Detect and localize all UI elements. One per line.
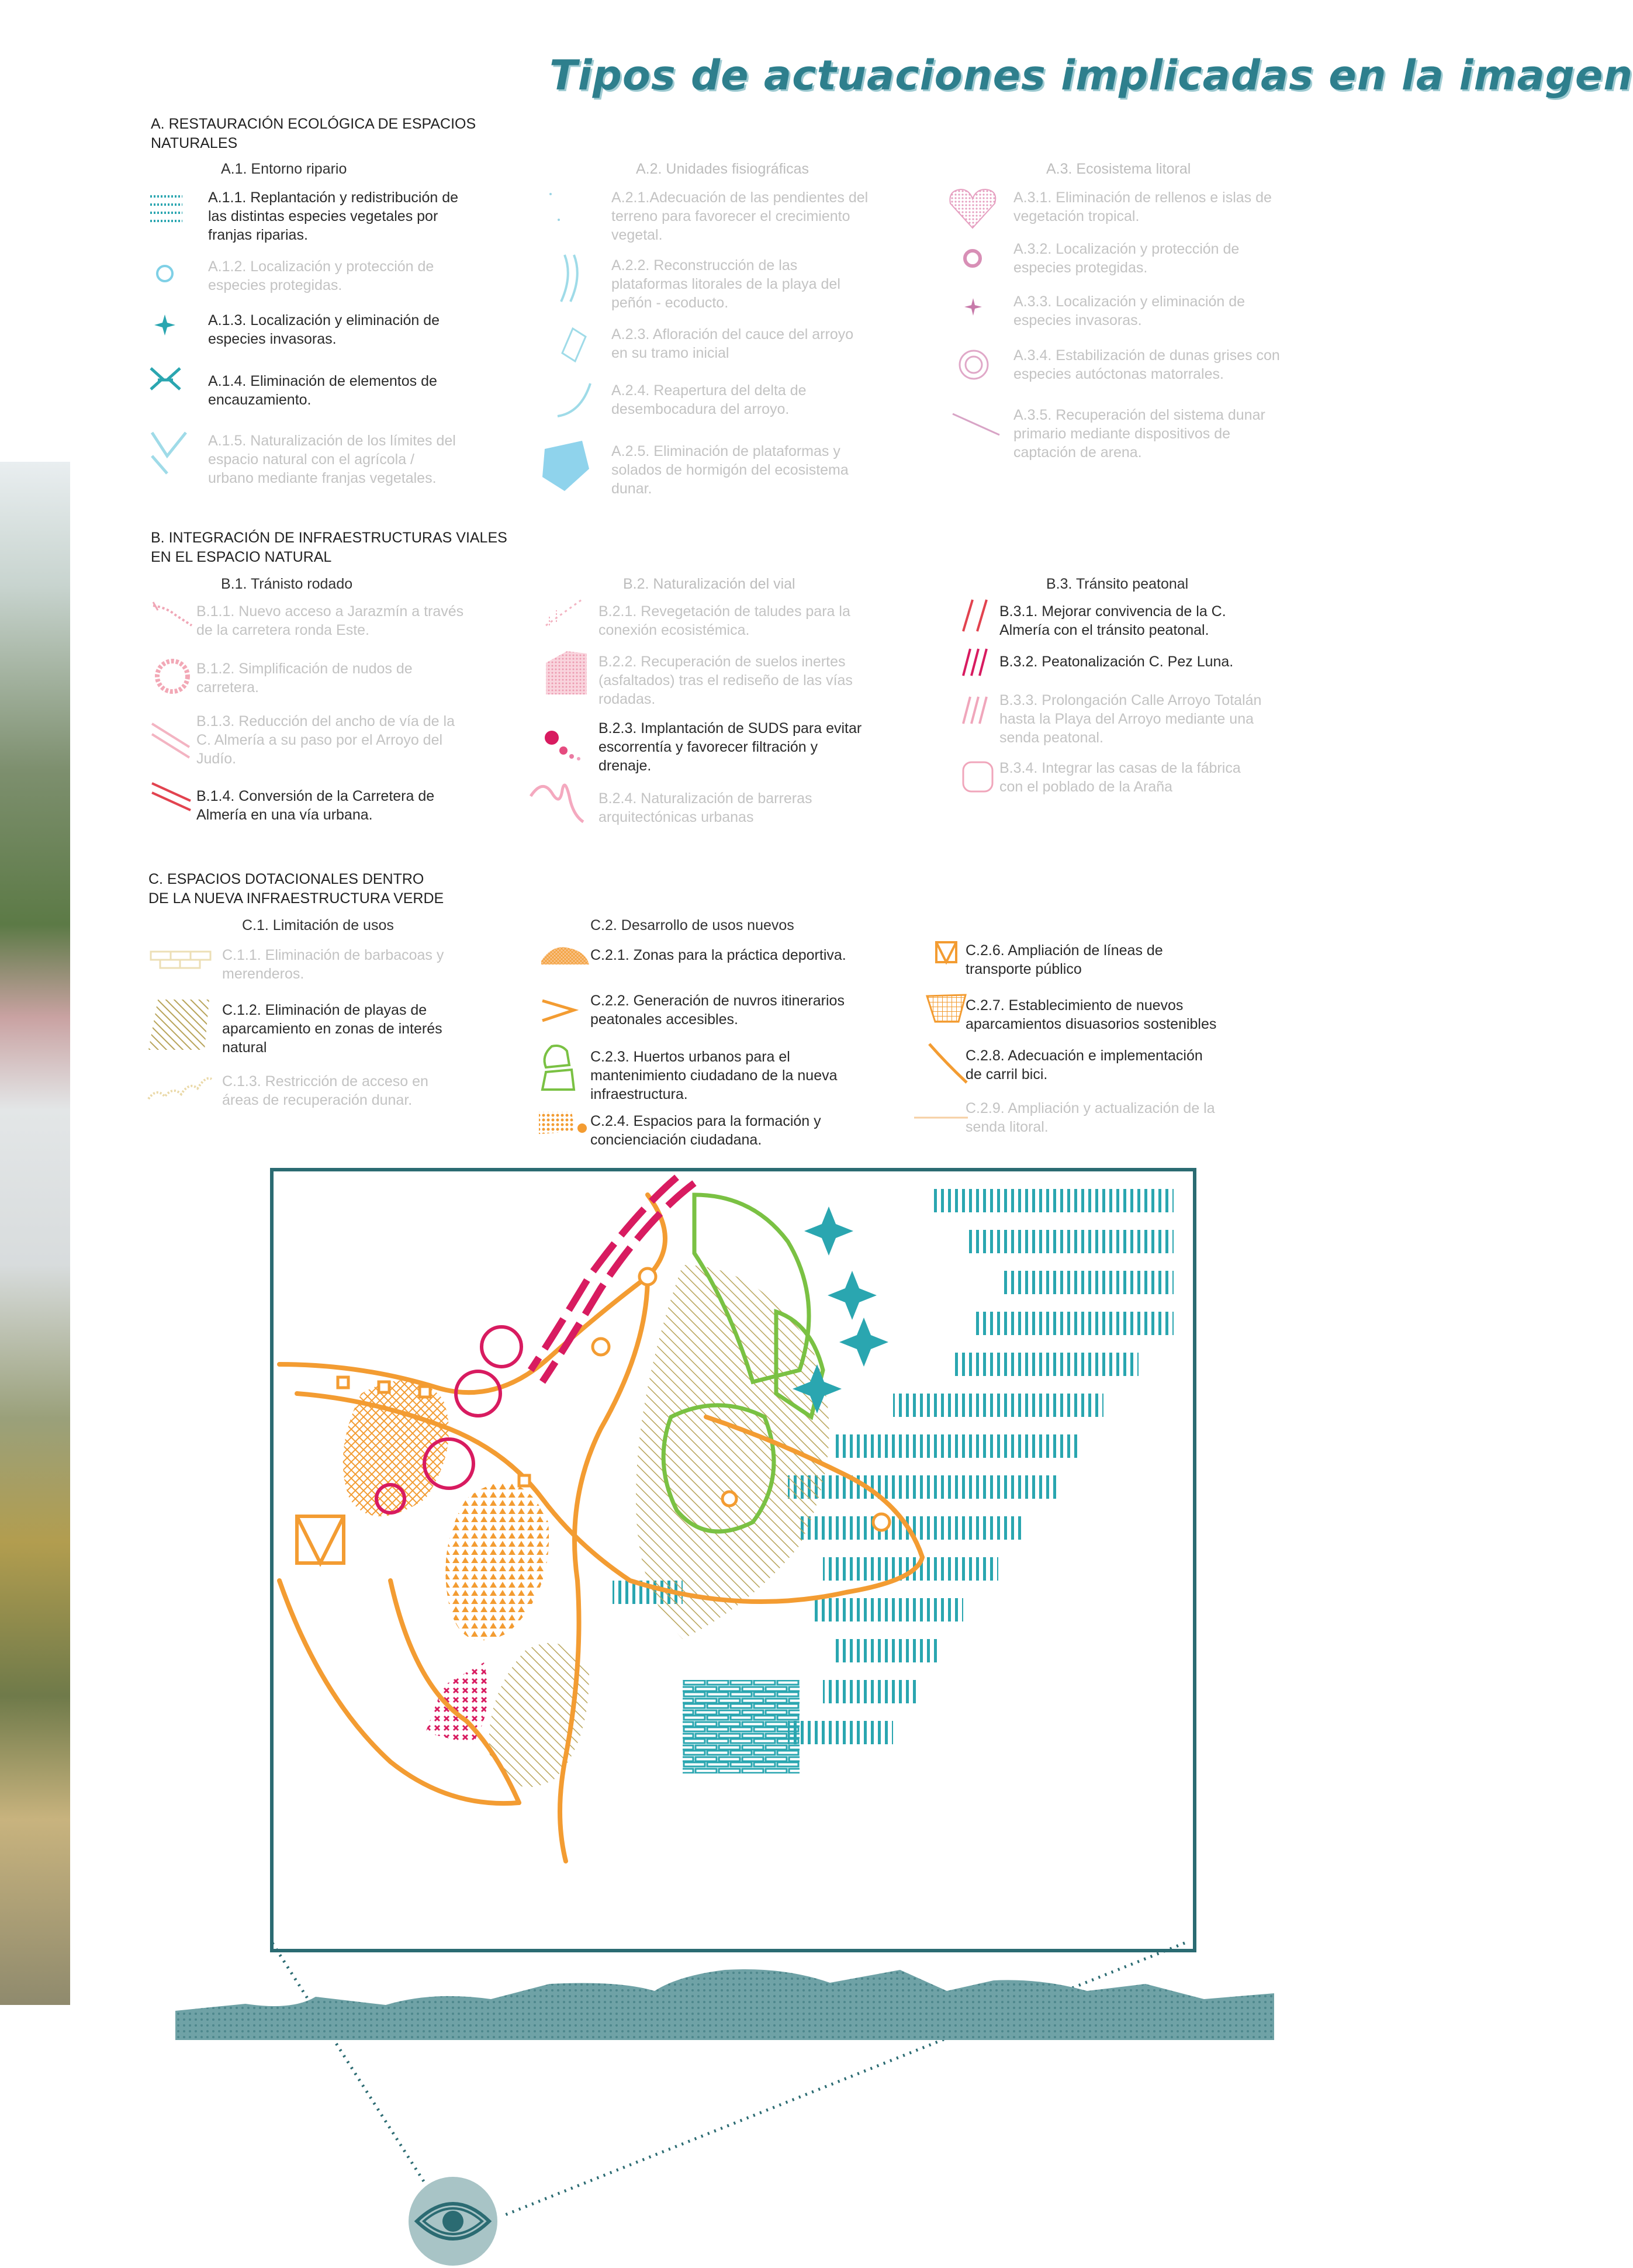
section-b3-subheading: B.3. Tránsito peatonal [1046, 576, 1189, 592]
list-item-a11: A.1.1. Replantación y redistribución de las distintas especies vegetales por franjas riparias. [208, 189, 459, 243]
teal-bars-icon [147, 193, 188, 234]
section-c2-subheading: C.2. Desarrollo de usos nuevos [590, 917, 794, 934]
polygon-icon [539, 438, 591, 494]
list-item-c21: C.2.1. Zonas para la práctica deportiva. [590, 947, 846, 963]
list-item-b21: B.2.1. Revegetación de taludes para la conexión ecosistémica. [598, 603, 850, 638]
list-item-b14: B.1.4. Conversión de la Carretera de Almería en una vía urbana. [196, 788, 435, 823]
list-item-a14: A.1.4. Eliminación de elementos de encauzamiento. [208, 373, 437, 408]
loops-icon [145, 1064, 215, 1111]
list-item-c24: C.2.4. Espacios para la formación y concienciación ciudadana. [590, 1113, 821, 1148]
section-b2-subheading: B.2. Naturalización del vial [623, 576, 795, 592]
list-item-b33: B.3.3. Prolongación Calle Arroyo Totalán hasta la Playa del Arroyo mediante una senda peatonal. [999, 692, 1262, 746]
list-item-b23: B.2.3. Implantación de SUDS para evitar escorrentía y favorecer filtración y drenaje. [598, 720, 862, 774]
section-a3-subheading: A.3. Ecosistema litoral [1046, 161, 1191, 177]
hatch-icon [146, 997, 212, 1052]
brick-icon [146, 946, 216, 981]
list-item-b32: B.3.2. Peatonalización C. Pez Luna. [999, 654, 1234, 670]
list-item-b12: B.1.2. Simplificación de nudos de carretera. [196, 661, 413, 696]
asphalt-icon [544, 650, 590, 698]
teal-channel-icon [146, 362, 187, 403]
teal-star-icon [153, 313, 177, 337]
double-slash-icon [961, 597, 996, 635]
coast-silhouette [175, 1935, 1274, 2040]
rhombus-icon [560, 325, 589, 366]
faint-line-icon [912, 1112, 970, 1123]
page-title: Tipos de actuaciones implicadas en la imagen [549, 51, 1633, 99]
list-item-c29: C.2.9. Ampliación y actualización de la senda litoral. [966, 1100, 1215, 1135]
map-frame [270, 1168, 1196, 1952]
list-item-c26: C.2.6. Ampliación de líneas de transporte público [966, 942, 1163, 977]
orange-dots-icon [537, 1108, 589, 1138]
narrow-lines-icon [148, 714, 195, 761]
list-item-b22: B.2.2. Recuperación de suelos inertes (asfaltados) tras el rediseño de las vías rodadas. [598, 654, 853, 707]
section-a2-subheading: A.2. Unidades fisiográficas [636, 161, 809, 177]
wave-icon [527, 773, 591, 825]
section-c1-subheading: C.1. Limitación de usos [242, 917, 394, 934]
section-b1-subheading: B.1. Tránisto rodado [221, 576, 353, 592]
pink-line-icon [950, 409, 1003, 438]
side-photo [0, 462, 70, 2005]
section-c-heading: C. ESPACIOS DOTACIONALES DENTRO DE LA NUEVA INFRAESTRUCTURA VERDE [148, 871, 444, 907]
list-item-b13: B.1.3. Reducción del ancho de vía de la C. Almería a su paso por el Arroyo del Judío. [196, 713, 455, 767]
list-item-a32: A.3.2. Localización y protección de especies protegidas. [1013, 241, 1240, 276]
list-item-c11: C.1.1. Eliminación de barbacoas y merenderos. [222, 947, 444, 982]
section-a1-subheading: A.1. Entorno ripario [221, 161, 347, 177]
pink-rings-icon [957, 348, 990, 381]
road-arrow-icon [150, 600, 196, 629]
list-item-a24: A.2.4. Reapertura del delta de desembocadura del arroyo. [611, 382, 807, 417]
teal-circle-icon [153, 262, 177, 285]
pink-circle-icon [961, 247, 984, 270]
list-item-a35: A.3.5. Recuperación del sistema dunar primario mediante dispositivos de captación de arena. [1013, 407, 1265, 461]
orange-bracket-icon [539, 995, 586, 1024]
list-item-a13: A.1.3. Localización y eliminación de especies invasoras. [208, 312, 440, 347]
roundabout-icon [152, 656, 193, 697]
triple-slash-icon [961, 646, 996, 679]
orange-blob-icon [539, 943, 591, 969]
list-item-a12: A.1.2. Localización y protección de especies protegidas. [208, 258, 434, 293]
arc-icon [555, 380, 596, 421]
list-item-c27: C.2.7. Establecimiento de nuevos aparcamientos disuasorios sostenibles [966, 997, 1217, 1032]
section-a-heading: A. RESTAURACIÓN ECOLÓGICA DE ESPACIOS NATURALES [151, 116, 476, 151]
red-lines-icon [148, 777, 195, 813]
list-item-c22: C.2.2. Generación de nuvros itinerarios peatonales accesibles. [590, 993, 845, 1028]
list-item-b24: B.2.4. Naturalización de barreras arquitectónicas urbanas [598, 790, 812, 825]
list-item-a25: A.2.5. Eliminación de plataformas y solados de hormigón del ecosistema dunar. [611, 443, 849, 497]
list-item-c28: C.2.8. Adecuación e implementación de carril bici. [966, 1047, 1203, 1083]
list-item-b34: B.3.4. Integrar las casas de la fábrica con el poblado de la Araña [999, 760, 1241, 795]
list-item-a23: A.2.3. Afloración del cauce del arroyo en su tramo inicial [611, 326, 854, 361]
list-item-a15: A.1.5. Naturalización de los límites del espacio natural con el agrícola / urbano mediante franjas vegetales. [208, 433, 456, 486]
slope-icon [542, 594, 589, 629]
list-item-c12: C.1.2. Eliminación de playas de aparcamiento en zonas de interés natural [222, 1002, 442, 1056]
list-item-a31: A.3.1. Eliminación de rellenos e islas de vegetación tropical. [1013, 189, 1272, 224]
double-curve-icon [556, 253, 586, 305]
green-plots-icon [538, 1042, 590, 1094]
suds-dots-icon [542, 724, 589, 765]
pink-heart-icon [947, 186, 999, 233]
list-item-c23: C.2.3. Huertos urbanos para el mantenimiento ciudadano de la nueva infraestructura. [590, 1049, 838, 1102]
site-plan-map [274, 1171, 1193, 1949]
list-item-a34: A.3.4. Estabilización de dunas grises con especies autóctonas matorrales. [1013, 347, 1280, 382]
list-item-b31: B.3.1. Mejorar convivencia de la C. Almería con el tránsito peatonal. [999, 603, 1226, 638]
orange-grid-icon [923, 993, 970, 1028]
teal-chevron-icon [146, 427, 193, 479]
list-item-b11: B.1.1. Nuevo acceso a Jarazmín a través de la carretera ronda Este. [196, 603, 464, 638]
list-item-a21: A.2.1.Adecuación de las pendientes del terreno para favorecer el crecimiento vegetal. [611, 189, 869, 243]
orange-box-icon [934, 940, 960, 966]
section-b-heading: B. INTEGRACIÓN DE INFRAESTRUCTURAS VIALES EN EL ESPACIO NATURAL [151, 530, 507, 565]
list-item-a22: A.2.2. Reconstrucción de las plataformas litorales de la playa del peñón - ecoducto. [611, 257, 840, 311]
pink-star-icon [963, 297, 983, 317]
faint-slash-icon [961, 694, 996, 727]
list-item-a33: A.3.3. Localización y eliminación de especies invasoras. [1013, 293, 1245, 329]
list-item-c13: C.1.3. Restricción de acceso en áreas de recuperación dunar. [222, 1073, 428, 1108]
rounded-square-icon [961, 760, 996, 795]
dots-icon [544, 187, 567, 234]
eye-icon [406, 2174, 500, 2268]
